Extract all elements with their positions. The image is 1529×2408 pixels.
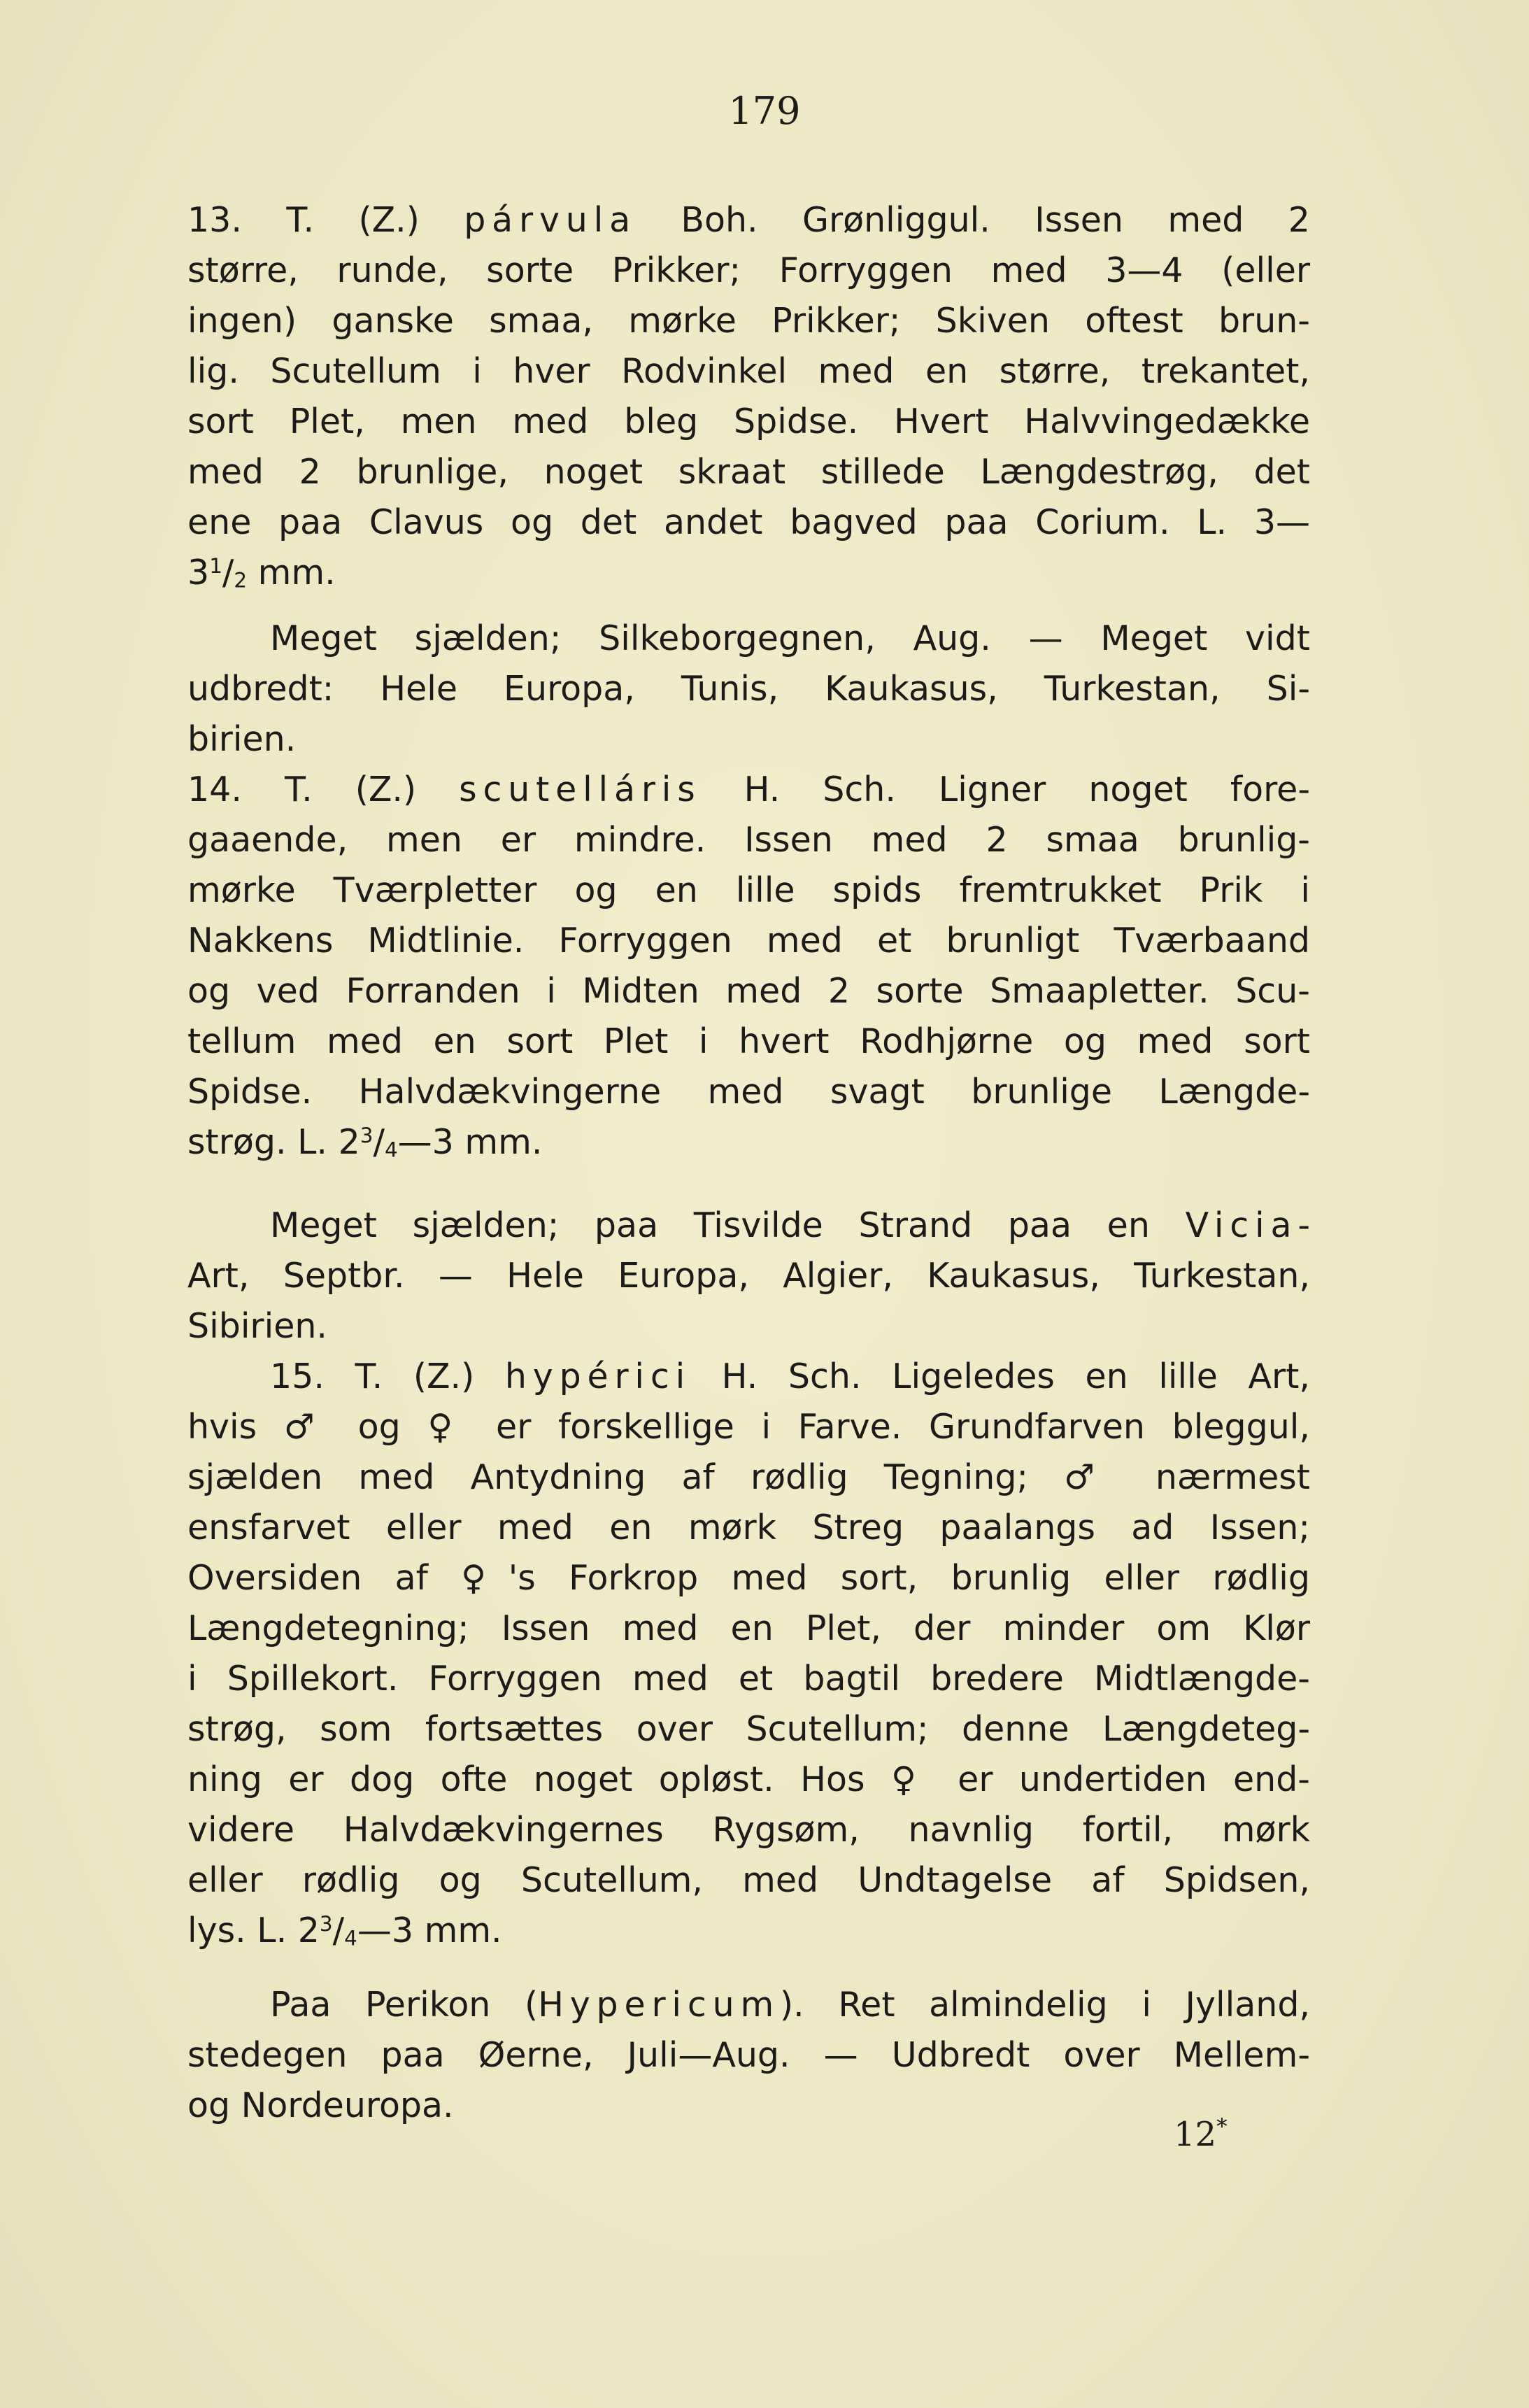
text-line [187,614,1310,664]
text-run: sjælden med Antydning af rødlig Tegning; ♂ nærmest [187,1457,1310,1497]
text-run: videre Halvdækvingernes Rygsøm, navnlig fortil, mørk [187,1810,1310,1850]
text-line [187,1402,1310,1452]
species-name: Hypericum [538,1985,781,2025]
entry-14-distribution [187,1201,1310,1352]
text-line [187,815,1310,865]
text-line [187,1906,1310,1956]
text-run: Meget sjælden; Silkeborgegnen, Aug. — Meget vidt [270,618,1310,658]
text-run: stedegen paa Øerne, Juli—Aug. — Udbredt over Mellem- [187,2035,1310,2075]
species-name: párvula [464,200,637,240]
text-line [187,1755,1310,1805]
text-line [187,1603,1310,1654]
text-run: og ved Forranden i Midten med 2 sorte Smaapletter. Scu- [187,971,1310,1011]
text-line [187,2081,1310,2131]
text-run: tellum med en sort Plet i hvert Rodhjørne og med sort [187,1021,1310,1061]
text-run: ensfarvet eller med en mørk Streg paalangs ad Issen; [187,1508,1310,1548]
text-run: 15. T. (Z.) [270,1357,505,1396]
text-line [187,1201,1310,1251]
text-run: Spidse. Halvdækvingerne med svagt brunlige Længde- [187,1072,1310,1112]
text-line [187,966,1310,1017]
entry-14-scutellaris [187,765,1310,1168]
text-line [187,714,1310,765]
text-line [187,246,1310,296]
text-run: birien. [187,719,297,759]
text-run: i Spillekort. Forryggen med et bagtil bredere Midtlængde- [187,1659,1310,1699]
text-run: ene paa Clavus og det andet bagved paa Corium. L. 3— [187,502,1310,542]
text-run: gaaende, men er mindre. Issen med 2 smaa brunlig- [187,820,1310,860]
text-run: Paa Perikon ( [270,1985,539,2025]
text-run: H. Sch. Ligeledes en lille Art, [691,1357,1310,1396]
text-run: lig. Scutellum i hver Rodvinkel med en større, trekantet, [187,351,1310,391]
species-name: scutelláris [459,770,702,809]
text-run: lys. L. 2 [187,1911,320,1950]
text-line [187,1452,1310,1503]
text-run: Nakkens Midtlinie. Forryggen med et brunligt Tværbaand [187,921,1310,961]
text-line [187,1553,1310,1603]
text-run: —3 mm. [357,1911,502,1950]
text-line [187,397,1310,447]
text-line [187,916,1310,966]
text-run: eller rødlig og Scutellum, med Undtagelse af Spidsen, [187,1860,1310,1900]
text-run: —3 mm. [397,1122,543,1162]
text-run: 3 [187,553,210,593]
text-run: Art, Septbr. — Hele Europa, Algier, Kaukasus, Turkestan, [187,1256,1310,1296]
text-line [187,1805,1310,1855]
text-run: strøg, som fortsættes over Scutellum; denne Længdeteg- [187,1709,1310,1749]
text-line [187,664,1310,714]
text-run: H. Sch. Ligner noget fore- [701,770,1310,809]
text-line [187,1980,1310,2030]
text-line [187,497,1310,548]
text-line [187,1117,1310,1168]
text-run: 14. T. (Z.) [187,770,460,809]
text-line [187,1301,1310,1352]
text-run: mm. [247,553,336,593]
text-line [187,195,1310,246]
text-line [187,1654,1310,1704]
fraction-part: 3 [319,1911,333,1936]
text-run: 13. T. (Z.) [187,200,464,240]
text-run: Boh. Grønliggul. Issen med 2 [636,200,1310,240]
text-run: ). Ret almindelig i Jylland, [780,1985,1310,2025]
fraction-part: 4 [384,1138,398,1162]
text-run: Længdetegning; Issen med en Plet, der minder om Klør [187,1608,1310,1648]
text-run: / [222,553,234,593]
text-run: Oversiden af ♀'s Forkrop med sort, brunlig eller rødlig [187,1558,1310,1598]
text-run: Sibirien. [187,1306,327,1346]
fraction-part: 1 [209,553,222,578]
signature-mark [1174,2114,1228,2155]
text-run: ingen) ganske smaa, mørke Prikker; Skiven oftest brun- [187,301,1310,341]
text-run: Meget sjælden; paa Tisvilde Strand paa en [270,1205,1186,1245]
signature-number: 12 [1174,2115,1217,2155]
text-line [187,1503,1310,1553]
entry-13-parvula [187,195,1310,598]
text-run: strøg. L. 2 [187,1122,360,1162]
species-name: hypérici [504,1357,692,1396]
entry-13-distribution [187,614,1310,765]
text-line [187,296,1310,346]
text-run: udbredt: Hele Europa, Tunis, Kaukasus, Turkestan, Si- [187,669,1310,709]
text-line [187,1352,1310,1402]
text-line [187,2030,1310,2081]
species-name: Vicia [1185,1205,1298,1245]
signature-star: * [1216,2114,1228,2139]
fraction-part: 4 [344,1926,357,1950]
text-line [187,447,1310,497]
text-run: med 2 brunlige, noget skraat stillede Længdestrøg, det [187,452,1310,492]
text-line [187,1704,1310,1755]
page-number: 179 [728,89,801,133]
text-line [187,1855,1310,1906]
text-line [187,1251,1310,1301]
entry-15-hyperici [187,1352,1310,1956]
text-run: mørke Tværpletter og en lille spids fremtrukket Prik i [187,870,1310,910]
text-run: - [1297,1205,1310,1245]
text-run: hvis ♂ og ♀ er forskellige i Farve. Grundfarven bleggul, [187,1407,1310,1447]
text-line [187,346,1310,397]
text-run: sort Plet, men med bleg Spidse. Hvert Halvvingedække [187,402,1310,441]
text-line [187,1017,1310,1067]
text-run: / [373,1122,385,1162]
entry-15-distribution [187,1980,1310,2131]
text-line [187,865,1310,916]
fraction-part: 2 [234,568,248,593]
text-run: og Nordeuropa. [187,2085,454,2125]
text-line [187,765,1310,815]
text-run: ning er dog ofte noget opløst. Hos ♀ er undertiden end- [187,1759,1310,1799]
fraction-part: 3 [360,1123,374,1147]
text-run: / [332,1911,345,1950]
text-line [187,1067,1310,1117]
text-run: større, runde, sorte Prikker; Forryggen med 3—4 (eller [187,250,1310,290]
text-line [187,548,1310,598]
